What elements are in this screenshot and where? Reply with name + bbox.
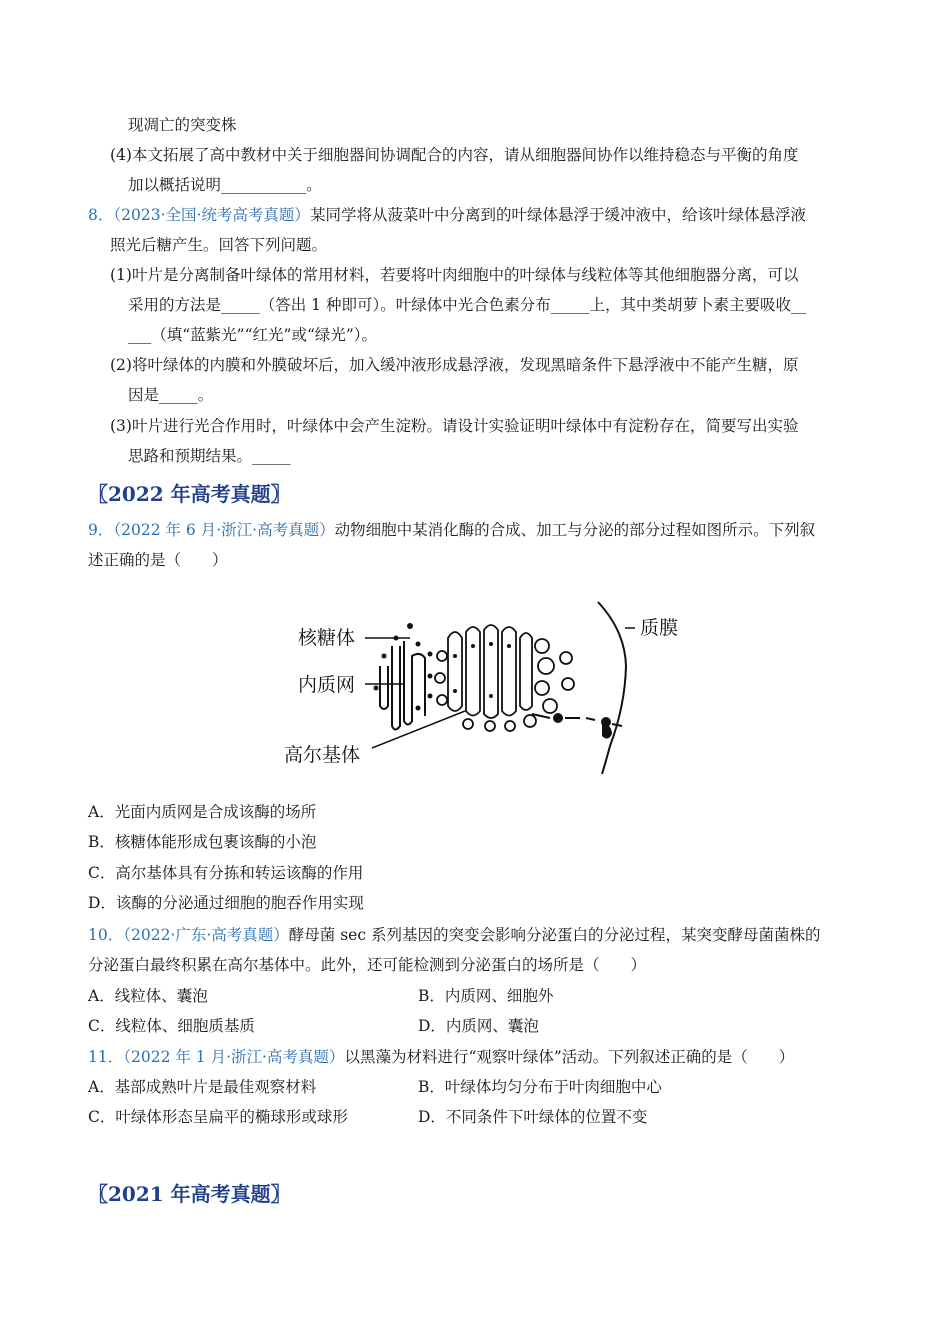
plasma-membrane: [598, 602, 626, 774]
section-heading-2022: 〖2022 年高考真题〗: [88, 482, 291, 506]
question-number: 11．: [88, 1048, 124, 1066]
q11-option-d[interactable]: D．不同条件下叶绿体的位置不变: [418, 1108, 648, 1126]
question-source: （2022 年 6 月·浙江·高考真题）: [113, 521, 335, 539]
q11-option-c[interactable]: C．叶绿体形态呈扁平的椭球形或球形: [88, 1108, 348, 1126]
question-number: 10．: [88, 926, 124, 944]
q8-part3-line2: 思路和预期结果。_____: [128, 447, 291, 465]
question-stem: 酵母菌 sec 系列基因的突变会影响分泌蛋白的分泌过程，某突变酵母菌菌株的: [288, 926, 821, 944]
label-golgi: 高尔基体: [284, 744, 361, 766]
q10-stem-line1: [88, 925, 820, 945]
q11-option-b[interactable]: B．叶绿体均匀分布于叶肉细胞中心: [418, 1078, 662, 1096]
q10-stem-line2: 分泌蛋白最终积累在高尔基体中。此外，还可能检测到分泌蛋白的场所是（ ）: [88, 956, 647, 974]
q7-part4-line1: (4)本文拓展了高中教材中关于细胞器间协调配合的内容，请从细胞器间协作以维持稳态与平衡的角度: [110, 146, 799, 164]
q8-stem-line1: [88, 205, 806, 225]
question-number: 8．: [88, 206, 114, 224]
q10-option-c[interactable]: C．线粒体、细胞质基质: [88, 1017, 255, 1035]
q7-part4-line2: 加以概括说明___________。: [128, 176, 322, 194]
q10-option-b[interactable]: B．内质网、细胞外: [418, 987, 554, 1005]
q8-part3-line1: (3)叶片进行光合作用时，叶绿体中会产生淀粉。请设计实验证明叶绿体中有淀粉存在，简要写出实验: [110, 417, 799, 435]
label-er: 内质网: [298, 674, 356, 696]
question-source: （2022 年 1 月·浙江·高考真题）: [123, 1048, 345, 1066]
q10-option-a[interactable]: A．线粒体、囊泡: [88, 987, 208, 1005]
question-source: （2023·全国·统考高考真题）: [113, 206, 310, 224]
question-stem: 动物细胞中某消化酶的合成、加工与分泌的部分过程如图所示。下列叙: [334, 521, 816, 539]
question-stem: 某同学将从菠菜叶中分离到的叶绿体悬浮于缓冲液中，给该叶绿体悬浮液: [309, 206, 806, 224]
q10-option-d[interactable]: D．内质网、囊泡: [418, 1017, 539, 1035]
q9-option-a[interactable]: A．光面内质网是合成该酶的场所: [88, 803, 317, 821]
q11-stem-line1: [88, 1047, 794, 1067]
secretion-pathway-figure: [280, 596, 710, 776]
q9-option-c[interactable]: C．高尔基体具有分拣和转运该酶的作用: [88, 864, 364, 882]
q8-part1-line3: ___（填“蓝紫光”“红光”或“绿光”）。: [128, 326, 378, 344]
q8-part2-line2: 因是_____。: [128, 386, 214, 404]
q7-continuation: 现凋亡的突变株: [128, 116, 237, 134]
q8-part2-line1: (2)将叶绿体的内膜和外膜破坏后，加入缓冲液形成悬浮液，发现黑暗条件下悬浮液中不能产生糖，原: [110, 356, 799, 374]
q8-part1-line1: (1)叶片是分离制备叶绿体的常用材料，若要将叶肉细胞中的叶绿体与线粒体等其他细胞器分离，可以: [110, 266, 799, 284]
question-source: （2022·广东·高考真题）: [123, 926, 289, 944]
q8-part1-line2: 采用的方法是_____（答出 1 种即可）。叶绿体中光合色素分布_____上，其中类胡萝卜素主要吸收__: [128, 296, 807, 314]
q9-option-d[interactable]: D．该酶的分泌通过细胞的胞吞作用实现: [88, 894, 364, 912]
label-membrane: 质膜: [640, 617, 679, 639]
section-heading-2021: 〖2021 年高考真题〗: [88, 1182, 291, 1206]
q9-stem-line2: 述正确的是（ ）: [88, 551, 228, 569]
er-structure: [380, 641, 425, 730]
q11-option-a[interactable]: A．基部成熟叶片是最佳观察材料: [88, 1078, 317, 1096]
q8-stem-line2: 照光后糖产生。回答下列问题。: [110, 236, 328, 254]
label-ribosome: 核糖体: [298, 627, 356, 649]
q9-option-b[interactable]: B．核糖体能形成包裹该酶的小泡: [88, 833, 317, 851]
question-stem: 以黑藻为材料进行“观察叶绿体”活动。下列叙述正确的是（ ）: [344, 1048, 795, 1066]
vesicle-dot: [553, 713, 563, 723]
q9-stem-line1: [88, 520, 815, 540]
question-number: 9．: [88, 521, 114, 539]
